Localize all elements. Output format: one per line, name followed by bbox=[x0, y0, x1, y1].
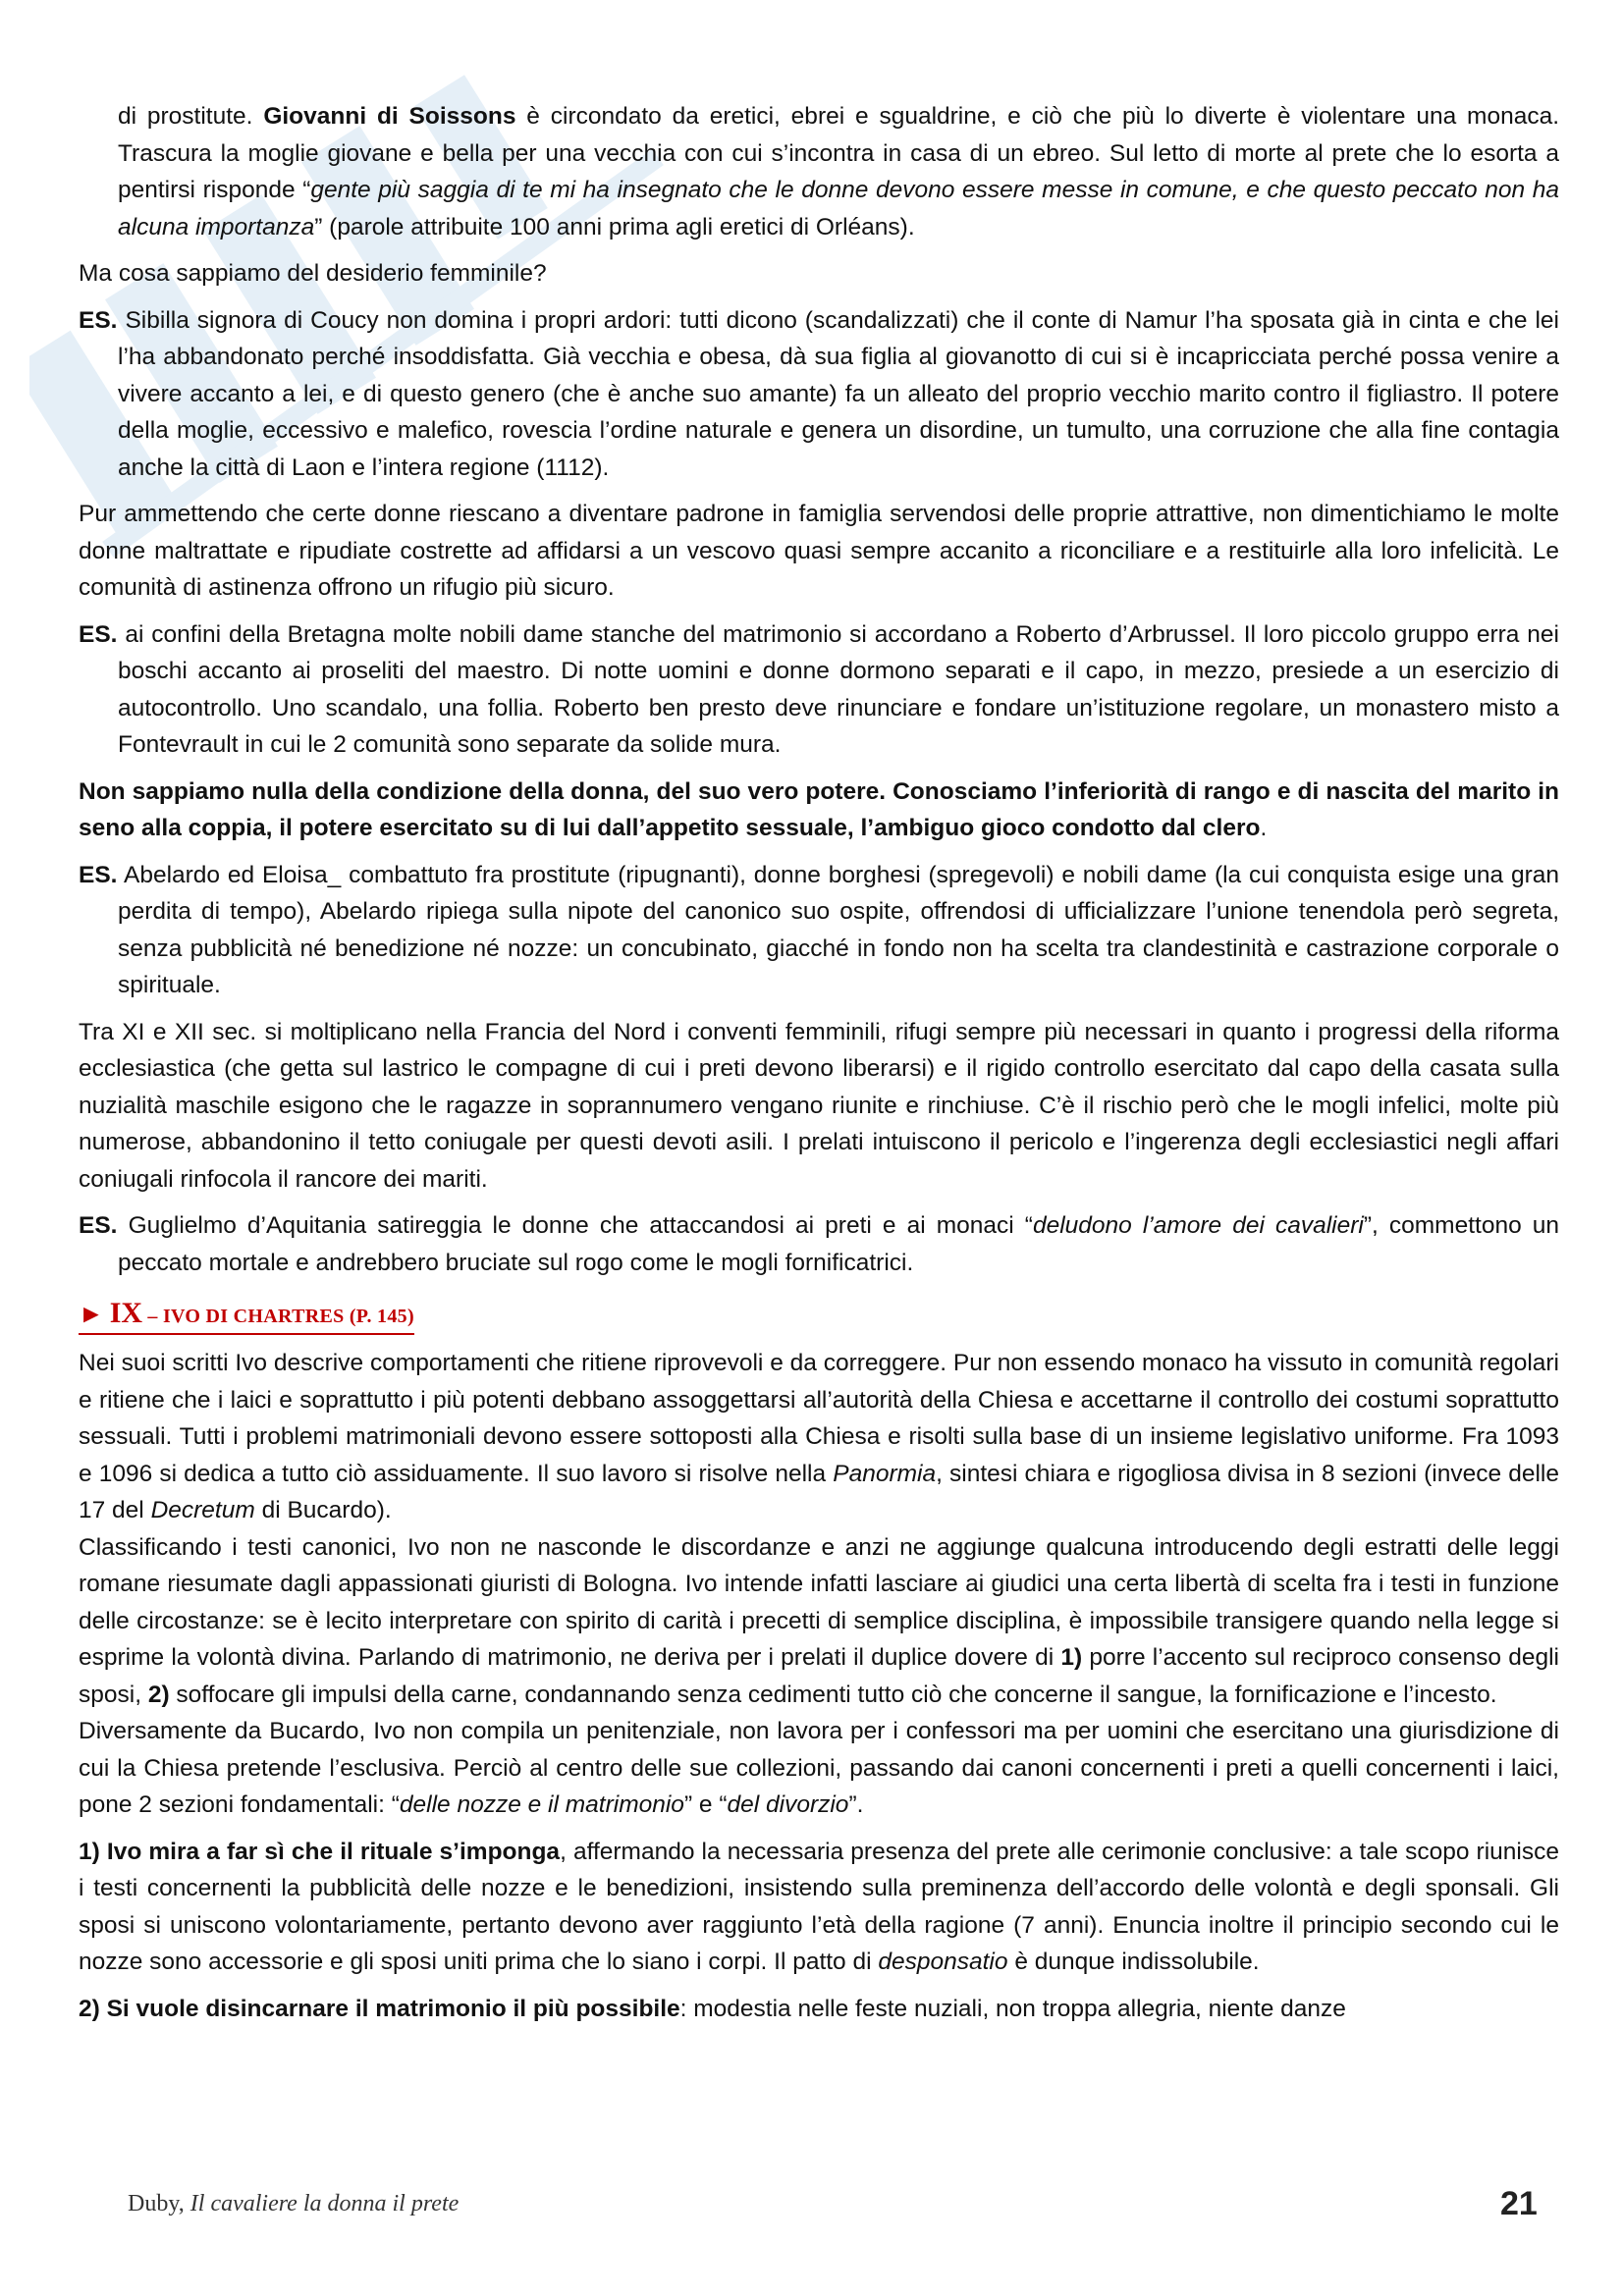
paragraph-penitenziale: Diversamente da Bucardo, Ivo non compila un penitenziale, non lavora per i confessori ma per uomini che esercitano una giurisdizione di cui la Chiesa pretende l’esclusiva. Perciò al centro delle sue collezioni, passando dai canoni concernenti i preti a quelli concernenti i laici, pone 2 sezioni fondamentali: “delle nozze e il matrimonio” e “del divorzio”. bbox=[79, 1718, 1559, 1818]
paragraph-giovanni-di-soissons: di prostitute. Giovanni di Soissons è circondato da eretici, ebrei e sgualdrine, e ciò che più lo diverte è violentare una monaca. Trascura la moglie giovane e bella per una vecchia con cui s’incontra in casa di un ebreo. Sul letto di morte al prete che lo esorta a pentirsi risponde “gente più saggia di te mi ha insegnato che le donne devono essere messe in comune, e che questo peccato non ha alcuna importanza” (parole attribuite 100 anni prima agli eretici di Orléans). bbox=[118, 103, 1560, 240]
arrow-icon: ► bbox=[79, 1300, 104, 1328]
paragraph-rituale: 1) Ivo mira a far sì che il rituale s’imponga, affermando la necessaria presenza del prete alle cerimonie conclusive: a tale scopo riunisce i testi concernenti la pubblicità delle nozze e le benedizioni, insistendo sulla preminenza dell’accordo delle volontà e degli sponsali. Gli sposi si uniscono volontariamente, pertanto devono aver raggiunto l’età della ragione (7 anni). Enuncia inoltre il principio secondo cui le nozze sono accessorie e gli sposi uniti prima che lo siano i corpi. Il patto di desponsatio è dunque indissolubile. bbox=[79, 1838, 1559, 1975]
footer-book-reference: Duby, Il cavaliere la donna il prete bbox=[128, 2191, 460, 2216]
paragraph-conventi-femminili: Tra XI e XII sec. si moltiplicano nella Francia del Nord i conventi femminili, rifugi sempre più necessari in quanto i progressi della riforma ecclesiastica (che getta sul lastrico le compagne di cui i preti devono liberarsi) e il rigido controllo esercitato dal capo della casata sulla nuzialità maschile esigono che le ragazze in soprannumero vengano riunite e rinchiuse. C’è il rischio però che le mogli infelici, molte più numerose, abbandonino il tetto coniugale per questi devoti asili. I prelati intuiscono il pericolo e l’ingerenza degli ecclesiastici negli affari coniugali rinfocola il rancore dei mariti. bbox=[79, 1018, 1559, 1193]
example-sibilla-di-coucy: ES. Sibilla signora di Coucy non domina i propri ardori: tutti dicono (scandalizzati) che il conte di Namur l’ha sposata già in cinta e che lei l’ha abbandonato perché insoddisfatta. Già vecchia e obesa, dà sua figlia al giovanotto di cui si è incapricciata perché possa venire a vivere accanto a lei, e di questo genero (che è anche suo amante) fa un alleato del proprio vecchio marito contro il figliastro. Il potere della moglie, eccessivo e malefico, rovescia l’ordine naturale e genera un disordine, un tumulto, una corruzione che alla fine contagia anche la città di Laon e l’intera regione (1112). bbox=[79, 306, 1559, 481]
example-abelardo-eloisa: ES. Abelardo ed Eloisa_ combattuto fra prostitute (ripugnanti), donne borghesi (spregevoli) e nobili dame (la cui conquista esige una gran perdita di tempo), Abelardo ripiega sulla nipote del canonico suo ospite, offrendosi di ufficializzare l’unione tenendola però segreta, senza pubblicità né benedizione né nozze: un concubinato, giacché in fondo non ha scelta tra clandestinità e castrazione corporale o spirituale. bbox=[79, 861, 1559, 998]
paragraph-condizione-della-donna: Non sappiamo nulla della condizione della donna, del suo vero potere. Conosciamo l’inferiorità di rango e di nascita del marito in seno alla coppia, il potere esercitato su di lui dall’appetito sessuale, l’ambiguo gioco condotto dal clero. bbox=[79, 777, 1559, 841]
paragraph-disincarnare-matrimonio: 2) Si vuole disincarnare il matrimonio il più possibile: modestia nelle feste nuziali, non troppa allegria, niente danze bbox=[79, 1995, 1346, 2022]
paragraph-testi-canonici: Classificando i testi canonici, Ivo non ne nasconde le discordanze e anzi ne aggiunge qualcuna introducendo degli estratti delle leggi romane riesumate dagli appassionati giuristi di Bologna. Ivo intende infatti lasciare ai giudici una certa libertà di scelta fra i testi in funzione delle circostanze: se è lecito interpretare con spirito di carità i precetti di semplice disciplina, è impossibile transigere quando nella legge si esprime la volontà divina. Parlando di matrimonio, ne deriva per i prelati il duplice dovere di 1) porre l’accento sul reciproco consenso degli sposi, 2) soffocare gli impulsi della carne, condannando senza cedimenti tutto ciò che concerne il sangue, la fornificazione e l’incesto. bbox=[79, 1533, 1559, 1708]
page-number: 21 bbox=[1500, 2185, 1538, 2222]
example-guglielmo-d-aquitania: ES. Guglielmo d’Aquitania satireggia le donne che attaccandosi ai preti e ai monaci “deludono l’amore dei cavalieri”, commettono un peccato mortale e andrebbero bruciate sul rogo come le mogli fornificatrici. bbox=[79, 1212, 1560, 1276]
paragraph-donne-maltrattate: Pur ammettendo che certe donne riescano a diventare padrone in famiglia servendosi delle proprie attrattive, non dimentichiamo le molte donne maltrattate e ripudiate costrette ad affidarsi a un vescovo quasi sempre accanito a riconciliare e a restituirle alla loro infelicità. Le comunità di astinenza offrono un rifugio più sicuro. bbox=[79, 501, 1559, 601]
example-roberto-d-arbrussel: ES. ai confini della Bretagna molte nobili dame stanche del matrimonio si accordano a Roberto d’Arbrussel. Il loro piccolo gruppo erra nei boschi accanto ai proseliti del maestro. Di notte uomini e donne dormono separati e il capo, in mezzo, presiede a un esercizio di autocontrollo. Uno scandalo, una follia. Roberto ben presto deve rinunciare e fondare un’istituzione regolare, un monastero misto a Fontevrault in cui le 2 comunità sono separate da solide mura. bbox=[79, 620, 1559, 758]
paragraph-ivo-scritti: Nei suoi scritti Ivo descrive comportamenti che ritiene riprovevoli e da correggere. Pur non essendo monaco ha vissuto in comunità regolari e ritiene che i laici e soprattutto i più potenti debbano assoggettarsi all’autorità della Chiesa e accettarne il controllo dei costumi soprattutto sessuali. Tutti i problemi matrimoniali devono essere sottoposti alla Chiesa e risolti sulla base di un insieme legislativo uniforme. Fra 1093 e 1096 si dedica a tutto ciò assiduamente. Il suo lavoro si risolve nella Panormia, sintesi chiara e rigogliosa divisa in 8 sezioni (invece delle 17 del Decretum di Bucardo). bbox=[79, 1350, 1559, 1523]
section-heading: ► IX – IVO DI CHARTRES (P. 145) bbox=[79, 1297, 414, 1335]
paragraph-desiderio-femminile: Ma cosa sappiamo del desiderio femminile? bbox=[79, 260, 547, 287]
page-body bbox=[79, 98, 1559, 2037]
